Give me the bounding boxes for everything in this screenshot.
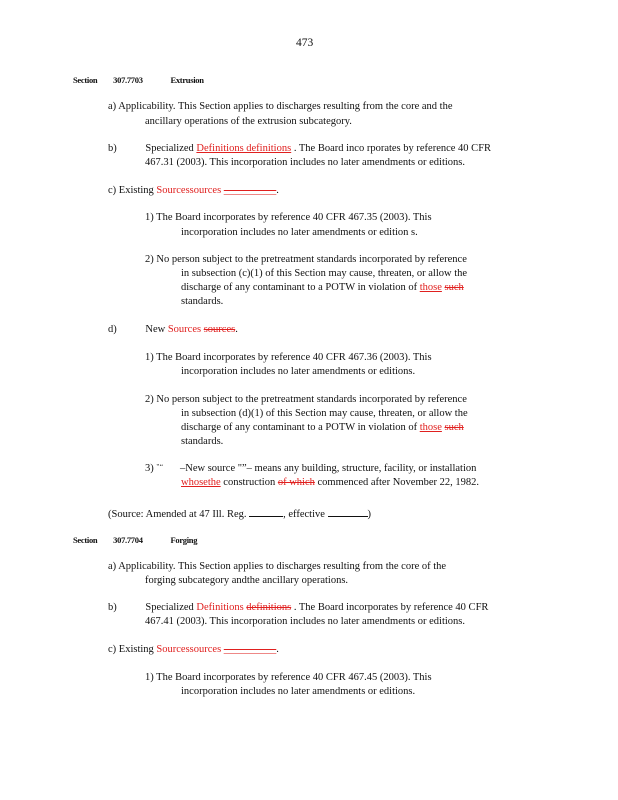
section-title: Forging xyxy=(170,535,198,545)
subsection-b-word: Specialized xyxy=(145,602,194,613)
subsection-d-label: d) xyxy=(108,324,117,335)
subsection-c-prefix: c) Existing xyxy=(108,644,154,655)
section-label: Section xyxy=(73,75,98,85)
inserted-text: those xyxy=(419,422,442,433)
subsection-c-end: . xyxy=(276,644,279,655)
section-title: Extrusion xyxy=(170,75,204,85)
subsection-b-line2: 467.31 (2003). This incorporation includes no later amendments or editions. xyxy=(145,157,465,168)
subsection-a-line1: a) Applicability. This Section applies to discharges resulting from the core and the xyxy=(108,101,453,112)
item-c2-line4: standards. xyxy=(181,296,224,307)
item-d3-mid: construction xyxy=(223,477,276,488)
subsection-b-line1 xyxy=(108,143,491,154)
subsection-b-label: b) xyxy=(108,143,117,154)
subsection-a-line2: forging subcategory andthe ancillary operations. xyxy=(145,575,349,586)
page-number: 473 xyxy=(296,37,314,49)
item-d2-line1: 2) No person subject to the pretreatment standards incorporated by reference xyxy=(145,394,467,405)
blank-reg-volume xyxy=(249,506,283,517)
subsection-c-line xyxy=(108,644,279,655)
item-d3-line2 xyxy=(181,477,479,488)
item-d3-quotes: "‘‘ xyxy=(156,463,164,471)
item-c1-line1: 1) The Board incorporates by reference 40 CFR 467.35 (2003). This xyxy=(145,212,432,223)
subsection-c-line xyxy=(108,185,279,196)
deleted-text: definitions xyxy=(246,602,292,613)
blank-effective-date xyxy=(328,506,368,517)
item-c2-line2: in subsection (c)(1) of this Section may cause, threaten, or allow the xyxy=(181,268,468,279)
item-c2-text: discharge of any contaminant to a POTW in violation of xyxy=(181,282,418,293)
subsection-b-text: . The Board inco rporates by reference 40 CFR xyxy=(293,143,492,154)
item-c1-line2: incorporation includes no later amendments or edition s. xyxy=(181,227,418,238)
deleted-text: __________ xyxy=(223,185,277,196)
item-c1-line2: incorporation includes no later amendments or editions. xyxy=(181,686,416,697)
deleted-text: such xyxy=(444,282,464,293)
inserted-text: those xyxy=(419,282,442,293)
subsection-a-line2: ancillary operations of the extrusion subcategory. xyxy=(145,116,352,127)
source-mid: , effective xyxy=(283,509,325,520)
item-d1-line2: incorporation includes no later amendments or editions. xyxy=(181,366,416,377)
subsection-b-label: b) xyxy=(108,602,117,613)
deleted-text: __________ xyxy=(223,644,277,655)
inserted-text: Sourcessources xyxy=(156,185,222,196)
inserted-text: Sources xyxy=(167,324,202,335)
section-number: 307.7704 xyxy=(113,535,143,545)
subsection-b-text: . The Board incorporates by reference 40 CFR xyxy=(293,602,489,613)
section-heading-7703 xyxy=(73,75,204,85)
item-d2-line4: standards. xyxy=(181,436,224,447)
subsection-d-end: . xyxy=(235,324,238,335)
inserted-text: Definitions xyxy=(196,602,244,613)
subsection-b-line1 xyxy=(108,602,488,613)
inserted-text: whosethe xyxy=(181,477,221,488)
deleted-text: of which xyxy=(277,477,315,488)
item-d3-number: 3) xyxy=(145,463,154,474)
item-d2-line3 xyxy=(181,422,464,433)
subsection-b-word: Specialized xyxy=(145,143,194,154)
item-d3-end: commenced after November 22, 1982. xyxy=(317,477,480,488)
inserted-text: Sourcessources xyxy=(156,644,222,655)
deleted-text: such xyxy=(444,422,464,433)
item-d1-line1: 1) The Board incorporates by reference 40 CFR 467.36 (2003). This xyxy=(145,352,432,363)
inserted-text: Definitions definitions xyxy=(196,143,292,154)
source-end: ) xyxy=(367,509,372,520)
item-d2-line2: in subsection (d)(1) of this Section may cause, threaten, or allow the xyxy=(181,408,468,419)
source-note xyxy=(108,506,371,520)
subsection-d-line xyxy=(108,324,238,335)
subsection-c-prefix: c) Existing xyxy=(108,185,154,196)
item-c1-line1: 1) The Board incorporates by reference 40 CFR 467.45 (2003). This xyxy=(145,672,432,683)
subsection-d-word: New xyxy=(145,324,166,335)
section-heading-7704 xyxy=(73,535,197,545)
source-prefix: (Source: Amended at 47 Ill. Reg. xyxy=(108,509,247,520)
item-c2-line3 xyxy=(181,282,464,293)
item-d3-line1 xyxy=(145,463,476,474)
subsection-b-line2: 467.41 (2003). This incorporation includes no later amendments or editions. xyxy=(145,616,465,627)
item-d3-text: –New source "”– means any building, structure, facility, or installation xyxy=(180,463,477,474)
item-c2-line1: 2) No person subject to the pretreatment standards incorporated by reference xyxy=(145,254,467,265)
section-label: Section xyxy=(73,535,98,545)
subsection-c-end: . xyxy=(276,185,279,196)
item-d2-text: discharge of any contaminant to a POTW in violation of xyxy=(181,422,418,433)
deleted-text: sources xyxy=(203,324,236,335)
section-number: 307.7703 xyxy=(113,75,143,85)
subsection-a-line1: a) Applicability. This Section applies to discharges resulting from the core of the xyxy=(108,561,447,572)
